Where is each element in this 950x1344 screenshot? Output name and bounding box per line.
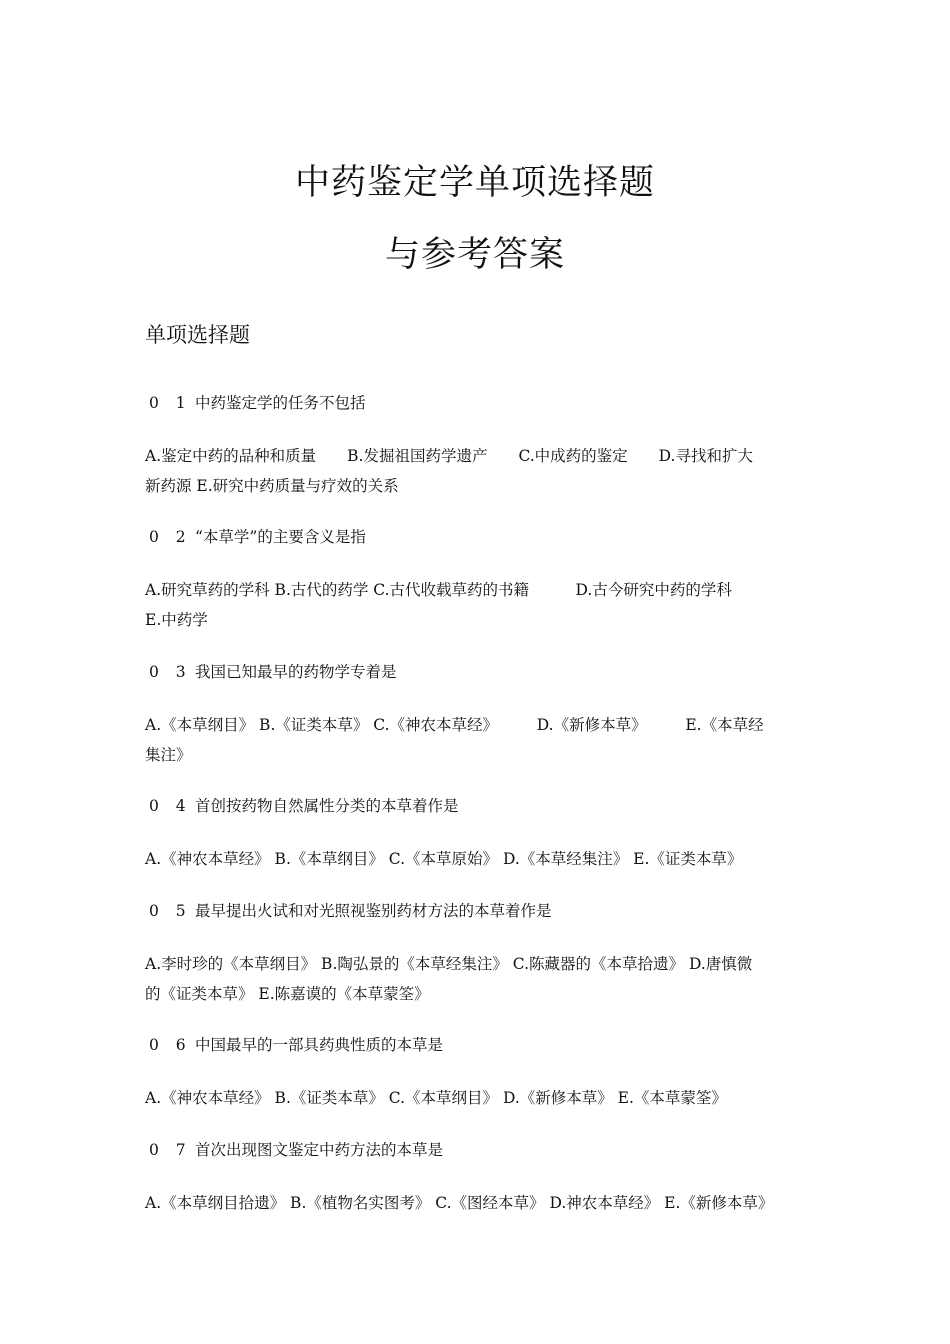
options-line: A.研究草药的学科 B.古代的药学 C.古代收载草药的书籍 D.古今研究中药的学科 [145,581,732,599]
question-line [145,388,810,418]
document-subtitle: 与参考答案 [384,235,565,275]
question-number: 0 5 [149,902,192,920]
answer-options [145,1083,810,1113]
question-text: 中国最早的一部具药典性质的本草是 [195,1036,444,1054]
options-line: 新药源 E.研究中药质量与疗效的关系 [145,477,399,495]
options-line: A.鉴定中药的品种和质量 B.发掘祖国药学遗产 C.中成药的鉴定 D.寻找和扩大 [145,447,753,465]
answer-options [145,844,810,874]
question-text: 最早提出火试和对光照视鉴别药材方法的本草着作是 [195,902,552,920]
question-line [145,1135,810,1165]
question-block [145,522,810,635]
question-block [145,896,810,1009]
question-line [145,1030,810,1060]
options-line: E.中药学 [145,611,208,629]
question-number: 0 3 [149,663,192,681]
answer-options [145,1188,810,1218]
options-line: A.《神农本草经》 B.《证类本草》 C.《本草纲目》 D.《新修本草》 E.《本草蒙筌》 [145,1089,727,1107]
options-line: A.《本草纲目拾遗》 B.《植物名实图考》 C.《图经本草》 D.神农本草经》 E.《新修本草》 [145,1194,774,1212]
question-line [145,522,810,552]
question-number: 0 7 [149,1141,192,1159]
question-text: “本草学”的主要含义是指 [195,528,366,546]
options-line: A.李时珍的《本草纲目》 B.陶弘景的《本草经集注》 C.陈藏器的《本草拾遗》 D.唐慎微 [145,955,753,973]
question-block [145,657,810,770]
answer-options [145,949,810,1009]
question-text: 首创按药物自然属性分类的本草着作是 [195,797,459,815]
answer-options [145,575,810,635]
question-number: 0 4 [149,797,192,815]
question-block [145,791,810,874]
document-title: 中药鉴定学单项选择题 [294,163,655,203]
options-line: 的《证类本草》 E.陈嘉谟的《本草蒙筌》 [145,985,430,1003]
section-heading: 单项选择题 [145,323,250,347]
question-text: 中药鉴定学的任务不包括 [195,394,366,412]
question-line [145,657,810,687]
question-block [145,1135,810,1218]
answer-options [145,441,810,501]
options-line: A.《神农本草经》 B.《本草纲目》 C.《本草原始》 D.《本草经集注》 E.《证类本草》 [145,850,743,868]
question-block [145,1030,810,1113]
question-block [145,388,810,501]
options-line: A.《本草纲目》 B.《证类本草》 C.《神农本草经》 D.《新修本草》 E.《本草经 [145,716,764,734]
question-number: 0 1 [149,394,192,412]
answer-options [145,710,810,770]
question-line [145,791,810,821]
question-number: 0 2 [149,528,192,546]
question-text: 首次出现图文鉴定中药方法的本草是 [195,1141,444,1159]
question-line [145,896,810,926]
options-line: 集注》 [145,746,192,764]
question-number: 0 6 [149,1036,192,1054]
question-text: 我国已知最早的药物学专着是 [195,663,397,681]
